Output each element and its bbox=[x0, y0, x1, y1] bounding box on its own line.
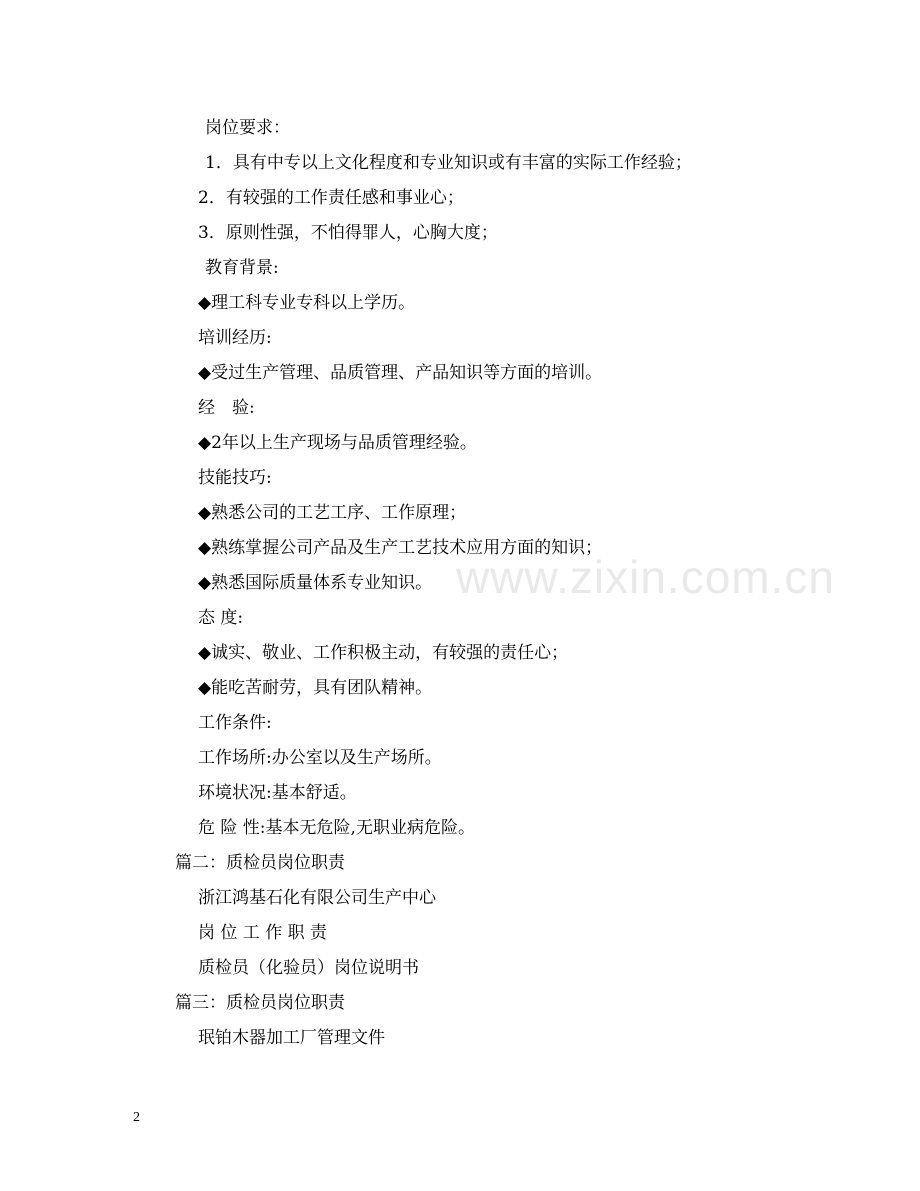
attitude-bullet-2: ◆能吃苦耐劳，具有团队精神。 bbox=[198, 678, 433, 698]
requirement-item-3: 3．原则性强，不怕得罪人，心胸大度； bbox=[198, 223, 498, 243]
training-bullet: ◆受过生产管理、品质管理、产品知识等方面的培训。 bbox=[198, 363, 603, 383]
job-description-title: 质检员（化验员）岗位说明书 bbox=[198, 958, 419, 978]
watermark: www.zixin.com.cn bbox=[456, 551, 835, 603]
working-conditions-environment: 环境状况:基本舒适。 bbox=[198, 783, 357, 803]
working-conditions-hazard: 危 险 性:基本无危险,无职业病危险。 bbox=[198, 818, 475, 838]
section-heading-skills: 技能技巧: bbox=[198, 468, 272, 488]
skills-bullet-3: ◆熟悉国际质量体系专业知识。 bbox=[198, 573, 433, 593]
skills-bullet-2: ◆熟练掌握公司产品及生产工艺技术应用方面的知识； bbox=[198, 538, 603, 558]
page-number: 2 bbox=[133, 1110, 140, 1125]
skills-bullet-1: ◆熟悉公司的工艺工序、工作原理； bbox=[198, 503, 467, 523]
attitude-bullet-1: ◆诚实、敬业、工作积极主动，有较强的责任心； bbox=[198, 643, 569, 663]
chapter-heading-2: 篇二：质检员岗位职责 bbox=[175, 853, 345, 873]
section-heading-job-requirements: 岗位要求： bbox=[205, 118, 290, 138]
section-heading-training: 培训经历: bbox=[198, 328, 272, 348]
chapter-heading-3: 篇三：质检员岗位职责 bbox=[175, 993, 345, 1013]
section-heading-working-conditions: 工作条件: bbox=[198, 713, 272, 733]
working-conditions-workplace: 工作场所:办公室以及生产场所。 bbox=[198, 748, 442, 768]
section-heading-education: 教育背景: bbox=[205, 258, 279, 278]
requirement-item-1: 1．具有中专以上文化程度和专业知识或有丰富的实际工作经验； bbox=[205, 153, 692, 173]
section-heading-experience: 经 验: bbox=[198, 398, 255, 418]
requirement-item-2: 2．有较强的工作责任感和事业心； bbox=[198, 188, 464, 208]
factory-management-file: 珉铂木器加工厂管理文件 bbox=[198, 1028, 385, 1048]
education-bullet: ◆理工科专业专科以上学历。 bbox=[198, 293, 416, 313]
experience-bullet: ◆2年以上生产现场与品质管理经验。 bbox=[198, 433, 477, 453]
job-duties-title: 岗 位 工 作 职 责 bbox=[198, 923, 328, 943]
section-heading-attitude: 态 度: bbox=[198, 608, 244, 628]
company-name: 浙江鸿基石化有限公司生产中心 bbox=[198, 888, 436, 908]
